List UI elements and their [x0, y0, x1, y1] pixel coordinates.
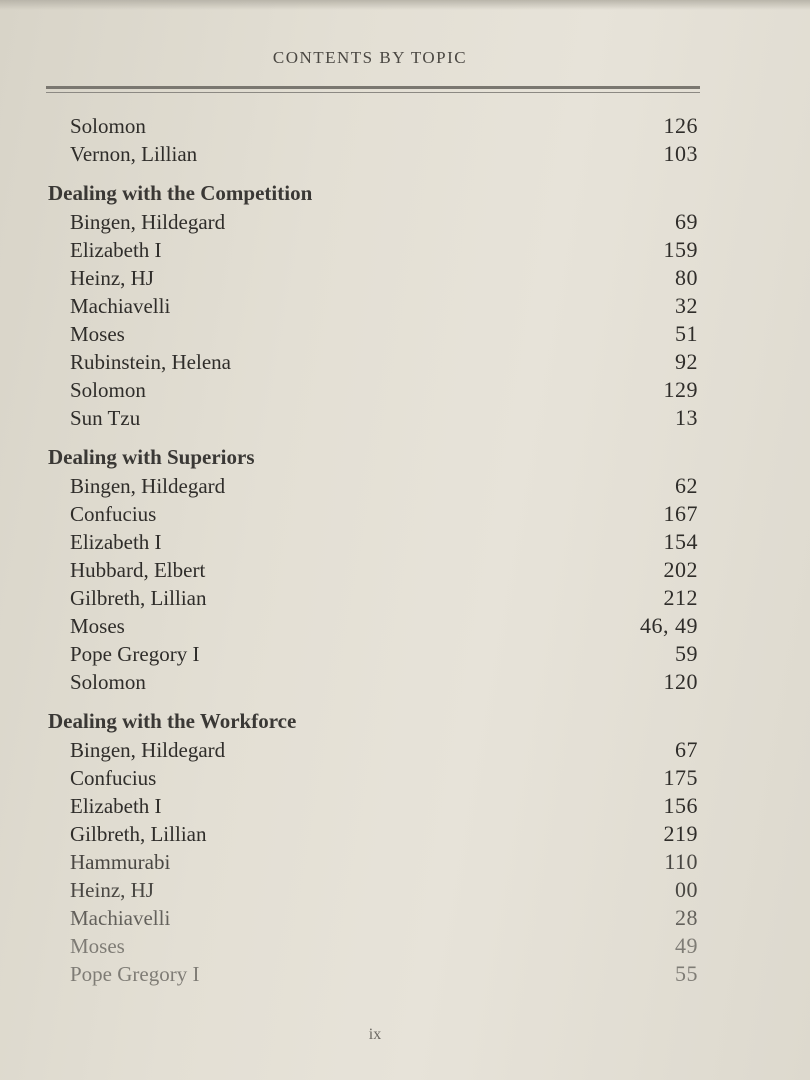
entry-page: 103: [663, 141, 698, 166]
entry-page: 55: [675, 961, 698, 986]
entry-page: 62: [675, 473, 698, 498]
toc-entry: [48, 876, 698, 904]
entry-name: Solomon: [70, 114, 146, 138]
topic-heading: Dealing with the Workforce: [48, 709, 297, 733]
entry-name: Confucius: [70, 502, 157, 526]
entry-page: 175: [663, 765, 698, 790]
contents-list: [48, 112, 698, 988]
entry-page: 51: [675, 321, 698, 346]
toc-entry: [48, 668, 698, 696]
toc-entry: [48, 376, 698, 404]
running-header: CONTENTS BY TOPIC: [272, 48, 468, 67]
entry-page: 49: [675, 933, 698, 958]
header-rule-thick: [46, 86, 700, 89]
entry-name: Machiavelli: [70, 294, 171, 318]
page-top-shadow: [0, 0, 810, 10]
entry-name: Elizabeth I: [70, 530, 162, 554]
entry-page: 69: [675, 209, 698, 234]
entry-name: Sun Tzu: [70, 406, 141, 430]
entry-name: Elizabeth I: [70, 238, 162, 262]
entry-name: Elizabeth I: [70, 794, 162, 818]
entry-name: Heinz, HJ: [70, 266, 154, 290]
entry-page: 32: [675, 293, 698, 318]
entry-name: Solomon: [70, 670, 146, 694]
entry-name: Solomon: [70, 378, 146, 402]
toc-entry: [48, 404, 698, 432]
entry-page: 202: [663, 557, 698, 582]
toc-entry: [48, 140, 698, 168]
entry-name: Gilbreth, Lillian: [70, 822, 207, 846]
toc-entry: [48, 236, 698, 264]
entry-name: Moses: [70, 614, 125, 638]
toc-entry: [48, 528, 698, 556]
entry-page: 13: [675, 405, 698, 430]
entry-page: 167: [663, 501, 698, 526]
toc-entry: [48, 792, 698, 820]
topic-heading: Dealing with the Competition: [48, 181, 313, 205]
entry-name: Bingen, Hildegard: [70, 474, 226, 498]
entry-name: Gilbreth, Lillian: [70, 586, 207, 610]
entry-page: 92: [675, 349, 698, 374]
toc-entry: [48, 112, 698, 140]
toc-entry: [48, 848, 698, 876]
entry-name: Rubinstein, Helena: [70, 350, 231, 374]
entry-name: Hammurabi: [70, 850, 171, 874]
entry-page: 28: [675, 905, 698, 930]
entry-page: 159: [663, 237, 698, 262]
toc-entry: [48, 292, 698, 320]
entry-page: 129: [663, 377, 698, 402]
entry-page: 120: [663, 669, 698, 694]
entry-page: 00: [675, 877, 698, 902]
toc-entry: [48, 612, 698, 640]
entry-page: 156: [663, 793, 698, 818]
entry-name: Hubbard, Elbert: [70, 558, 206, 582]
entry-page: 67: [675, 737, 698, 762]
entry-page: 46, 49: [640, 613, 698, 638]
page-number: ix: [368, 1026, 382, 1043]
entry-page: 110: [664, 849, 698, 874]
toc-entry: [48, 500, 698, 528]
entry-name: Moses: [70, 322, 125, 346]
entry-name: Moses: [70, 934, 125, 958]
header-rule-thin: [46, 92, 700, 93]
entry-name: Pope Gregory I: [70, 962, 200, 986]
toc-entry: [48, 932, 698, 960]
entry-page: 219: [663, 821, 698, 846]
entry-name: Bingen, Hildegard: [70, 738, 226, 762]
entry-name: Pope Gregory I: [70, 642, 200, 666]
toc-entry: [48, 348, 698, 376]
toc-entry: [48, 472, 698, 500]
toc-entry: [48, 820, 698, 848]
entry-page: 154: [663, 529, 698, 554]
entry-name: Heinz, HJ: [70, 878, 154, 902]
entry-page: 80: [675, 265, 698, 290]
toc-entry: [48, 960, 698, 988]
entry-name: Machiavelli: [70, 906, 171, 930]
entry-page: 59: [675, 641, 698, 666]
toc-entry: [48, 904, 698, 932]
toc-entry: [48, 208, 698, 236]
topic-heading: Dealing with Superiors: [48, 445, 255, 469]
entry-name: Confucius: [70, 766, 157, 790]
toc-entry: [48, 584, 698, 612]
entry-page: 212: [663, 585, 698, 610]
toc-entry: [48, 320, 698, 348]
toc-entry: [48, 736, 698, 764]
entry-name: Bingen, Hildegard: [70, 210, 226, 234]
toc-entry: [48, 640, 698, 668]
toc-entry: [48, 556, 698, 584]
toc-entry: [48, 764, 698, 792]
entry-page: 126: [663, 113, 698, 138]
entry-name: Vernon, Lillian: [70, 142, 198, 166]
toc-entry: [48, 264, 698, 292]
